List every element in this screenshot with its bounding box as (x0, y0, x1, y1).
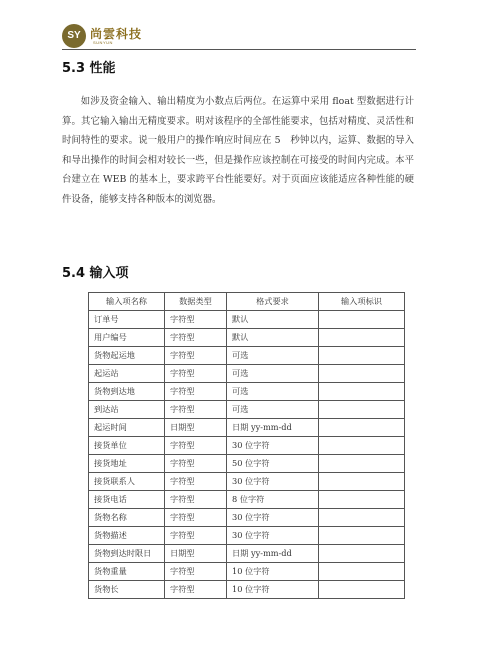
table-cell: 10 位字符 (227, 563, 319, 581)
table-cell (319, 527, 405, 545)
table-cell: 30 位字符 (227, 437, 319, 455)
table-cell: 接货联系人 (89, 473, 165, 491)
section-heading-input-items: 5.4 输入项 (62, 266, 129, 281)
table-cell: 字符型 (165, 581, 227, 599)
table-cell: 接货电话 (89, 491, 165, 509)
column-header: 格式要求 (227, 293, 319, 311)
table-row (89, 473, 405, 491)
table-cell: 字符型 (165, 491, 227, 509)
table-cell: 订单号 (89, 311, 165, 329)
table-cell (319, 383, 405, 401)
table-cell: 货物重量 (89, 563, 165, 581)
table-cell: 日期型 (165, 545, 227, 563)
table-cell: 起运站 (89, 365, 165, 383)
table-cell: 字符型 (165, 509, 227, 527)
table-cell: 字符型 (165, 437, 227, 455)
table-cell: 货物描述 (89, 527, 165, 545)
company-logo-icon: SY (62, 24, 86, 48)
column-header: 输入项名称 (89, 293, 165, 311)
table-cell: 10 位字符 (227, 581, 319, 599)
table-cell: 接货地址 (89, 455, 165, 473)
table-row (89, 491, 405, 509)
table-cell: 字符型 (165, 347, 227, 365)
table-cell: 货物长 (89, 581, 165, 599)
table-cell (319, 581, 405, 599)
company-name: 尚雲科技 (90, 27, 143, 41)
header-divider (62, 49, 416, 50)
section-heading-performance: 5.3 性能 (62, 61, 116, 76)
table-cell: 接货单位 (89, 437, 165, 455)
table-cell: 货物到达地 (89, 383, 165, 401)
table-cell (319, 329, 405, 347)
table-cell (319, 347, 405, 365)
table-cell (319, 455, 405, 473)
table-header-row (89, 293, 405, 311)
table-row (89, 563, 405, 581)
table-cell (319, 563, 405, 581)
table-row (89, 581, 405, 599)
table-cell (319, 473, 405, 491)
table-row (89, 365, 405, 383)
table-cell: 可选 (227, 347, 319, 365)
table-cell: 日期型 (165, 419, 227, 437)
table-cell: 50 位字符 (227, 455, 319, 473)
table-cell: 货物名称 (89, 509, 165, 527)
table-cell: 起运时间 (89, 419, 165, 437)
table-row (89, 545, 405, 563)
table-cell (319, 545, 405, 563)
table-cell (319, 311, 405, 329)
table-row (89, 527, 405, 545)
table-cell: 默认 (227, 329, 319, 347)
table-cell: 字符型 (165, 455, 227, 473)
table-row (89, 383, 405, 401)
table-cell: 字符型 (165, 365, 227, 383)
table-cell (319, 401, 405, 419)
table-cell: 30 位字符 (227, 527, 319, 545)
table-cell (319, 509, 405, 527)
table-cell: 可选 (227, 365, 319, 383)
table-row (89, 347, 405, 365)
table-cell: 8 位字符 (227, 491, 319, 509)
table-cell: 用户编号 (89, 329, 165, 347)
table-cell: 字符型 (165, 401, 227, 419)
performance-paragraph: 如涉及资金输入、输出精度为小数点后两位。在运算中采用 float 型数据进行计算。其它输入输出无精度要求。明对该程序的全部性能要求，包括对精度、灵活性和时间特性的要求。说一般用户的操作响应时间应在 5 秒钟以内，运算、数据的导入和导出操作的时间会相对较长一些，但是操作应该控制在可接受的时间内完成。本平台建立在 WEB 的基本上，要求跨平台性能要好。对于页面应该能适应各种性能的硬件设备，能够支持各种版本的浏览器。 (62, 96, 414, 205)
table-cell: 字符型 (165, 383, 227, 401)
table-cell: 字符型 (165, 311, 227, 329)
table-row (89, 401, 405, 419)
table-cell: 可选 (227, 401, 319, 419)
table-cell (319, 365, 405, 383)
table-cell (319, 419, 405, 437)
table-cell: 日期 yy-mm-dd (227, 419, 319, 437)
table-row (89, 437, 405, 455)
table-cell: 字符型 (165, 527, 227, 545)
table-cell: 到达站 (89, 401, 165, 419)
table-cell: 字符型 (165, 473, 227, 491)
table-cell: 可选 (227, 383, 319, 401)
table-row (89, 329, 405, 347)
page-header (62, 24, 422, 50)
table-cell: 日期 yy-mm-dd (227, 545, 319, 563)
company-subtitle: SUNYUN (93, 40, 113, 45)
table-cell: 默认 (227, 311, 319, 329)
table-cell: 字符型 (165, 563, 227, 581)
table-cell: 货物起运地 (89, 347, 165, 365)
table-cell: 30 位字符 (227, 509, 319, 527)
table-row (89, 419, 405, 437)
table-cell (319, 491, 405, 509)
table-row (89, 311, 405, 329)
table-cell: 字符型 (165, 329, 227, 347)
input-items-table (88, 292, 405, 599)
table-row (89, 455, 405, 473)
table-cell: 货物到达时限日 (89, 545, 165, 563)
table-row (89, 509, 405, 527)
column-header: 输入项标识 (319, 293, 405, 311)
table-cell: 30 位字符 (227, 473, 319, 491)
column-header: 数据类型 (165, 293, 227, 311)
table-cell (319, 437, 405, 455)
